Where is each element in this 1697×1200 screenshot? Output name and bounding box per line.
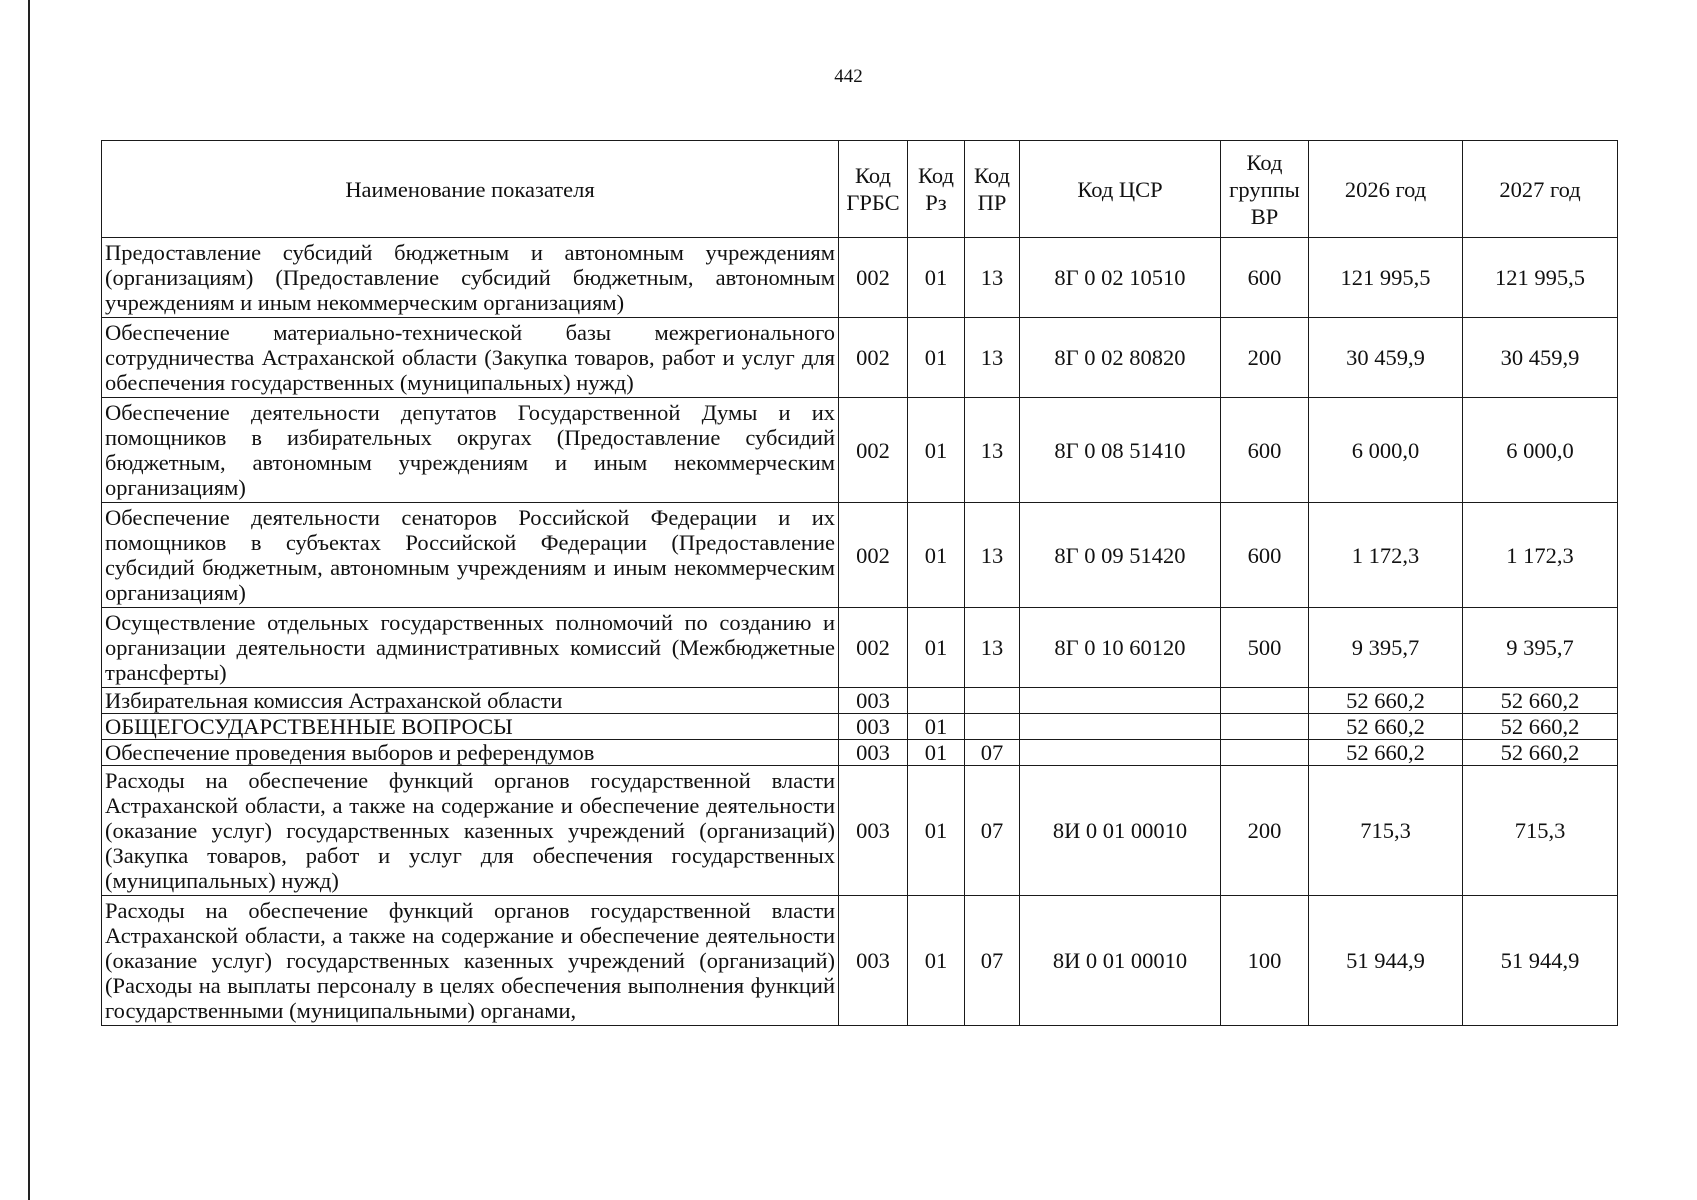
row-2027: 6 000,0: [1463, 398, 1618, 503]
row-2026: 1 172,3: [1309, 503, 1463, 608]
budget-table: [101, 140, 1618, 1026]
row-rz: 01: [908, 238, 965, 318]
table-row: [102, 608, 1618, 688]
row-grbs: 003: [839, 688, 908, 714]
row-rz: 01: [908, 608, 965, 688]
table-row: [102, 238, 1618, 318]
row-name: Обеспечение материально-технической базы межрегионального сотрудничества Астраханской области (Закупка товаров, работ и услуг для обеспечения государственных (муниципальных) нужд): [102, 318, 839, 398]
row-csr: 8И 0 01 00010: [1020, 896, 1221, 1026]
row-2026: 6 000,0: [1309, 398, 1463, 503]
row-vr: 200: [1221, 766, 1309, 896]
row-pr: [965, 714, 1020, 740]
row-csr: [1020, 688, 1221, 714]
row-2027: 715,3: [1463, 766, 1618, 896]
row-name: Расходы на обеспечение функций органов государственной власти Астраханской области, а также на содержание и обеспечение деятельности (оказание услуг) государственных казенных учреждений (организаций) (Расходы на выплаты персоналу в целях обеспечения выполнения функций государственными (муниципальными) органами,: [102, 896, 839, 1026]
row-rz: 01: [908, 896, 965, 1026]
row-rz: 01: [908, 503, 965, 608]
header-2027: 2027 год: [1463, 141, 1618, 238]
row-pr: 07: [965, 766, 1020, 896]
row-name: Расходы на обеспечение функций органов государственной власти Астраханской области, а также на содержание и обеспечение деятельности (оказание услуг) государственных казенных учреждений (организаций) (Закупка товаров, работ и услуг для обеспечения государственных (муниципальных) нужд): [102, 766, 839, 896]
table-row: [102, 740, 1618, 766]
row-csr: 8Г 0 02 10510: [1020, 238, 1221, 318]
row-pr: 13: [965, 608, 1020, 688]
row-pr: [965, 688, 1020, 714]
row-vr: [1221, 714, 1309, 740]
row-rz: 01: [908, 398, 965, 503]
row-name: Осуществление отдельных государственных полномочий по созданию и организации деятельности административных комиссий (Межбюджетные трансферты): [102, 608, 839, 688]
row-name: Предоставление субсидий бюджетным и автономным учреждениям (организациям) (Предоставление субсидий бюджетным, автономным учреждениям и иным некоммерческим организациям): [102, 238, 839, 318]
row-csr: 8Г 0 08 51410: [1020, 398, 1221, 503]
row-csr: 8Г 0 09 51420: [1020, 503, 1221, 608]
row-rz: 01: [908, 766, 965, 896]
header-csr: Код ЦСР: [1020, 141, 1221, 238]
row-2026: 121 995,5: [1309, 238, 1463, 318]
row-grbs: 003: [839, 766, 908, 896]
row-vr: 600: [1221, 238, 1309, 318]
row-name: Обеспечение деятельности сенаторов Российской Федерации и их помощников в субъектах Российской Федерации (Предоставление субсидий бюджетным, автономным учреждениям и иным некоммерческим организациям): [102, 503, 839, 608]
row-csr: 8И 0 01 00010: [1020, 766, 1221, 896]
row-2026: 52 660,2: [1309, 688, 1463, 714]
table-row: [102, 766, 1618, 896]
header-vr: Код группы ВР: [1221, 141, 1309, 238]
row-pr: 07: [965, 740, 1020, 766]
row-2026: 52 660,2: [1309, 714, 1463, 740]
row-csr: [1020, 714, 1221, 740]
row-name: Обеспечение проведения выборов и референдумов: [102, 740, 839, 766]
table-row: [102, 318, 1618, 398]
row-2027: 52 660,2: [1463, 714, 1618, 740]
table-row: [102, 714, 1618, 740]
row-2027: 9 395,7: [1463, 608, 1618, 688]
table-row: [102, 896, 1618, 1026]
header-2026: 2026 год: [1309, 141, 1463, 238]
row-name: ОБЩЕГОСУДАРСТВЕННЫЕ ВОПРОСЫ: [102, 714, 839, 740]
row-csr: [1020, 740, 1221, 766]
row-2027: 30 459,9: [1463, 318, 1618, 398]
row-2027: 52 660,2: [1463, 688, 1618, 714]
row-2026: 51 944,9: [1309, 896, 1463, 1026]
row-2026: 52 660,2: [1309, 740, 1463, 766]
row-vr: 600: [1221, 398, 1309, 503]
row-grbs: 002: [839, 238, 908, 318]
row-pr: 13: [965, 503, 1020, 608]
row-vr: 200: [1221, 318, 1309, 398]
row-grbs: 003: [839, 740, 908, 766]
row-grbs: 002: [839, 608, 908, 688]
row-2027: 51 944,9: [1463, 896, 1618, 1026]
row-vr: 100: [1221, 896, 1309, 1026]
row-pr: 13: [965, 318, 1020, 398]
row-2026: 9 395,7: [1309, 608, 1463, 688]
table-row: [102, 688, 1618, 714]
header-name: Наименование показателя: [102, 141, 839, 238]
row-rz: 01: [908, 740, 965, 766]
row-vr: 600: [1221, 503, 1309, 608]
page-margin-line: [28, 0, 30, 1200]
row-pr: 13: [965, 398, 1020, 503]
row-csr: 8Г 0 10 60120: [1020, 608, 1221, 688]
row-grbs: 003: [839, 896, 908, 1026]
row-2026: 715,3: [1309, 766, 1463, 896]
row-grbs: 002: [839, 398, 908, 503]
row-vr: [1221, 688, 1309, 714]
header-pr: Код ПР: [965, 141, 1020, 238]
row-rz: 01: [908, 714, 965, 740]
row-csr: 8Г 0 02 80820: [1020, 318, 1221, 398]
table-row: [102, 398, 1618, 503]
row-vr: [1221, 740, 1309, 766]
row-rz: [908, 688, 965, 714]
row-2027: 52 660,2: [1463, 740, 1618, 766]
table-header-row: [102, 141, 1618, 238]
row-grbs: 003: [839, 714, 908, 740]
row-name: Обеспечение деятельности депутатов Государственной Думы и их помощников в избирательных округах (Предоставление субсидий бюджетным, автономным учреждениям и иным некоммерческим организациям): [102, 398, 839, 503]
row-grbs: 002: [839, 318, 908, 398]
row-grbs: 002: [839, 503, 908, 608]
table-row: [102, 503, 1618, 608]
row-vr: 500: [1221, 608, 1309, 688]
row-2027: 121 995,5: [1463, 238, 1618, 318]
row-2027: 1 172,3: [1463, 503, 1618, 608]
header-grbs: Код ГРБС: [839, 141, 908, 238]
row-2026: 30 459,9: [1309, 318, 1463, 398]
row-rz: 01: [908, 318, 965, 398]
row-pr: 13: [965, 238, 1020, 318]
header-rz: Код Рз: [908, 141, 965, 238]
page-number: 442: [834, 66, 863, 87]
row-name: Избирательная комиссия Астраханской области: [102, 688, 839, 714]
row-pr: 07: [965, 896, 1020, 1026]
